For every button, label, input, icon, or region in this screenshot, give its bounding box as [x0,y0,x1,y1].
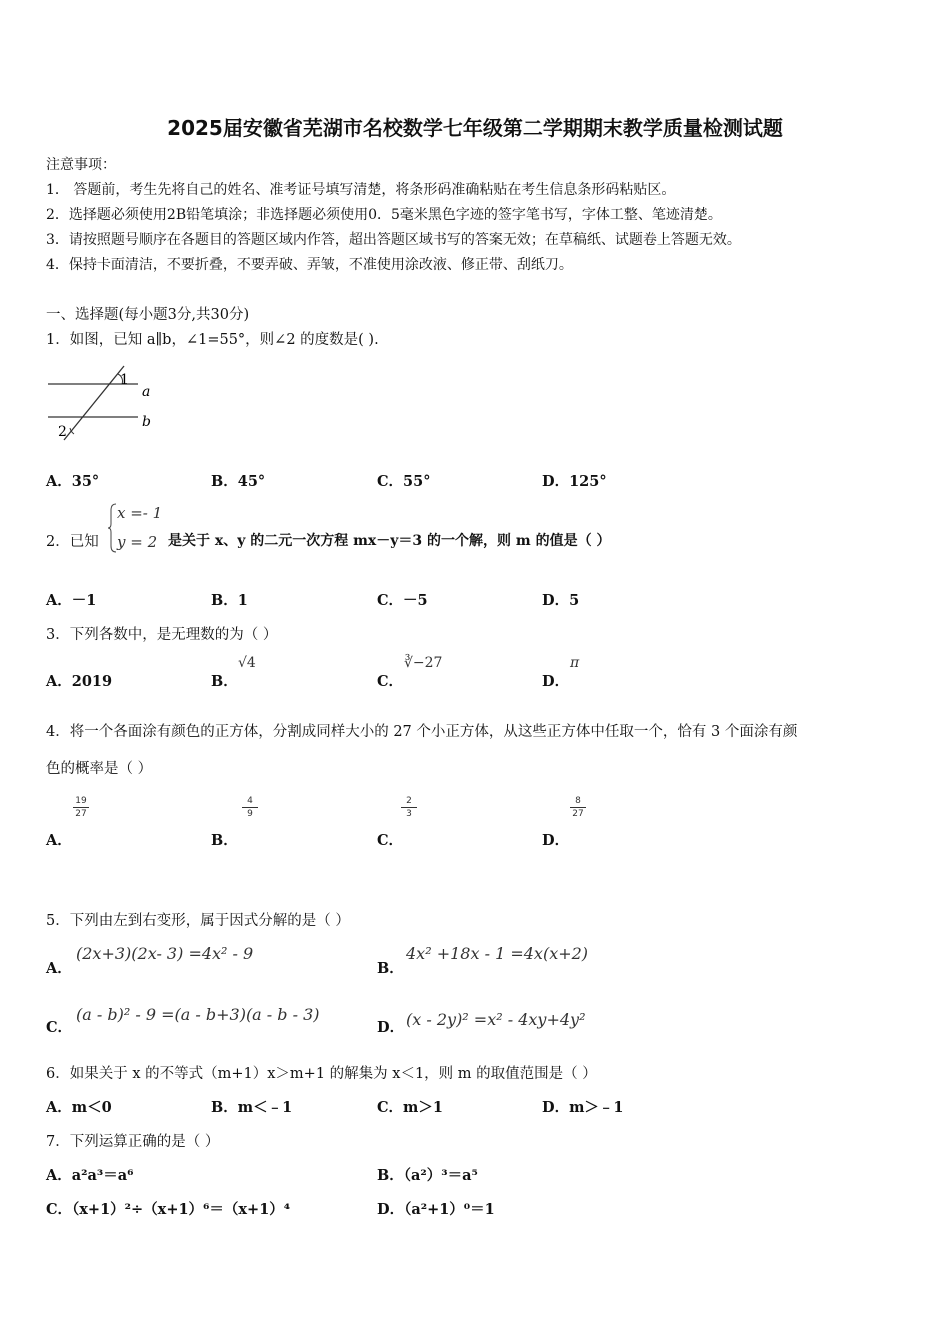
q7-option-b[interactable]: B．（a²）³＝a⁵ [377,1167,478,1184]
expression-b: 4x² +18x - 1 =4x(x+2) [406,944,589,963]
sqrt-4-expression: √4 [238,655,256,671]
question-5-stem: 5．下列由左到右变形，属于因式分解的是（ ） [46,913,350,929]
q5-option-c[interactable]: C． [46,1019,73,1036]
q3-option-a[interactable]: A．2019 [46,673,113,690]
q7-option-a[interactable]: A．a²a³＝a⁶ [46,1167,134,1184]
q6-option-c[interactable]: C．m＞1 [377,1099,443,1116]
q1-option-b[interactable]: B．45° [211,473,266,490]
angle-2-label: 2 [58,424,67,440]
q7-option-c[interactable]: C．（x+1）²÷（x+1）⁶＝（x+1）⁴ [46,1201,291,1218]
q3-option-c[interactable]: C． [377,673,404,690]
expression-d: (x - 2y)² =x² - 4xy+4y² [406,1010,586,1029]
q4-option-d[interactable]: D． [542,832,570,849]
q5-option-b[interactable]: B． [377,960,404,977]
line-a-label: a [142,384,151,400]
q1-option-d[interactable]: D．125° [542,473,607,490]
note-item: 3．请按照题号顺序在各题目的答题区域内作答，超出答题区域书写的答案无效；在草稿纸、试题卷上答题无效。 [46,232,741,248]
expression-c: (a - b)² - 9 =(a - b+3)(a - b - 3) [76,1005,320,1024]
expression-a: (2x+3)(2x- 3) =4x² - 9 [76,944,254,963]
question-3-stem: 3．下列各数中，是无理数的为（ ） [46,627,278,643]
parallel-lines-figure [46,362,166,442]
question-4-line2: 色的概率是（ ） [46,761,153,777]
q6-option-a[interactable]: A．m＜0 [46,1099,112,1116]
system-equation-2: y = 2 [117,533,158,551]
q2-option-c[interactable]: C．－5 [377,592,428,609]
section-heading: 一、选择题(每小题3分,共30分) [46,307,250,323]
q4-option-a[interactable]: A． [46,832,72,849]
question-2-prefix: 2．已知 [46,534,99,550]
page-title: 2025届安徽省芜湖市名校数学七年级第二学期期末教学质量检测试题 [167,116,783,140]
angle-1-label: 1 [120,372,129,388]
cube-root-expression: ∛−27 [404,655,443,671]
fraction-2-3: 2 3 [401,796,417,819]
question-7-stem: 7．下列运算正确的是（ ） [46,1134,220,1150]
note-item: 2．选择题必须使用2B铅笔填涂；非选择题必须使用0．5毫米黑色字迹的签字笔书写，字体工整、笔迹清楚。 [46,207,722,223]
line-b-label: b [142,414,151,430]
fraction-4-9: 4 9 [242,796,258,819]
question-4-line1: 4．将一个各面涂有颜色的正方体，分割成同样大小的 27 个小正方体，从这些正方体中任取一个，恰有 3 个面涂有颜 [46,724,798,740]
q5-option-d[interactable]: D． [377,1019,405,1036]
q6-option-d[interactable]: D．m＞﹣1 [542,1099,624,1116]
fraction-19-27: 19 27 [73,796,89,819]
system-equation-1: x =- 1 [117,504,163,522]
fraction-8-27: 8 27 [570,796,586,819]
q3-option-d[interactable]: D． [542,673,570,690]
question-2-suffix: 是关于 x、y 的二元一次方程 mx－y＝3 的一个解，则 m 的值是（ ） [168,533,611,549]
note-item: 1． 答题前，考生先将自己的姓名、准考证号填写清楚，将条形码准确粘贴在考生信息条形码粘贴区。 [46,182,676,198]
note-item: 4．保持卡面清洁，不要折叠，不要弄破、弄皱，不准使用涂改液、修正带、刮纸刀。 [46,257,573,273]
notes-heading: 注意事项： [46,157,116,173]
q2-option-b[interactable]: B．1 [211,592,248,609]
q5-option-a[interactable]: A． [46,960,72,977]
q2-option-a[interactable]: A．－1 [46,592,97,609]
q4-option-c[interactable]: C． [377,832,404,849]
q7-option-d[interactable]: D．（a²+1）⁰＝1 [377,1201,495,1218]
q3-option-b[interactable]: B． [211,673,238,690]
q2-option-d[interactable]: D．5 [542,592,580,609]
q6-option-b[interactable]: B．m＜﹣1 [211,1099,293,1116]
question-6-stem: 6．如果关于 x 的不等式（m+1）x＞m+1 的解集为 x＜1，则 m 的取值范围是（ ） [46,1066,597,1082]
pi-expression: π [570,655,580,671]
q1-option-c[interactable]: C．55° [377,473,431,490]
question-1-stem: 1．如图，已知 a∥b，∠1=55°，则∠2 的度数是( ). [46,332,379,348]
q1-option-a[interactable]: A．35° [46,473,100,490]
q4-option-b[interactable]: B． [211,832,238,849]
